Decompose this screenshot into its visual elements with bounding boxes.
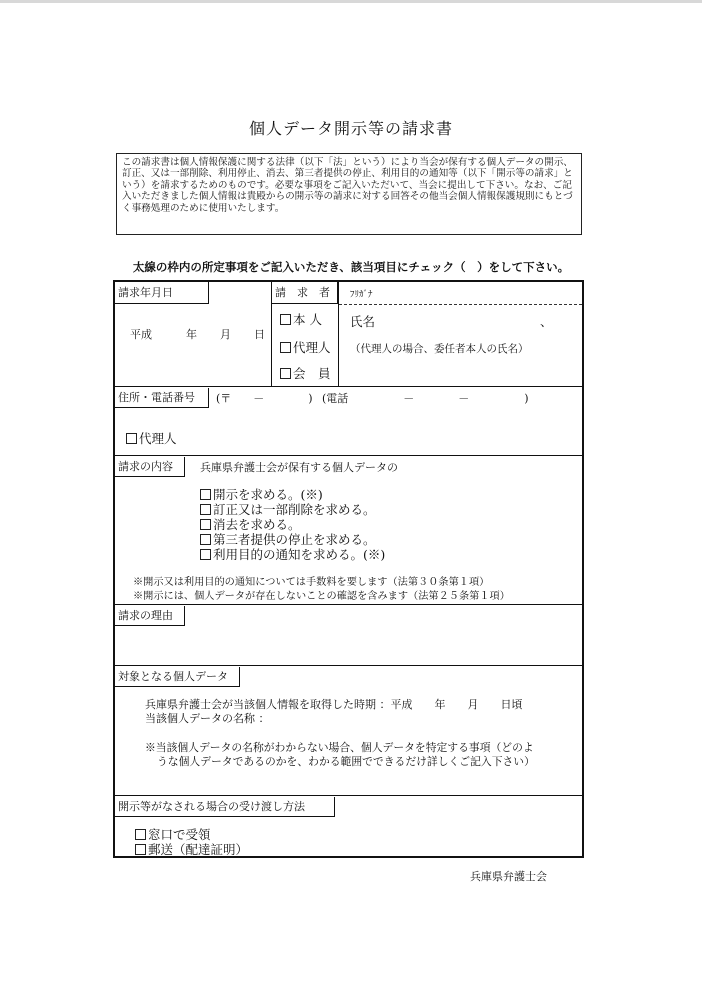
- request-date-month: 月: [220, 328, 231, 341]
- checkbox-icon: [200, 504, 211, 515]
- checkbox-icon: [135, 829, 146, 840]
- name-mark: 、: [540, 314, 553, 329]
- scan-edge: [0, 0, 702, 3]
- notice-box: この請求書は個人情報保護に関する法律（以下「法」という）により当会が保有する個人データの開示、訂正、又は一部削除、利用停止、消去、第三者提供の停止、利用目的の通知等（以下「開示等の請求」という）を請求するためのものです。必要な事項をご記入いただいて、当会に提出して下さい。なお、ご記入いただきました個人情報は貴殿からの開示等の請求に対する回答その他当会個人情報保護規則にもとづく事務処理のために使用いたします。: [116, 153, 582, 235]
- address-label: 住所・電話番号: [115, 388, 209, 408]
- requester-option-member[interactable]: 会 員: [280, 366, 331, 381]
- name-label: 氏名: [350, 314, 376, 329]
- request-date-input[interactable]: [160, 322, 280, 344]
- furigana-input[interactable]: [380, 284, 575, 302]
- delivery-option-counter[interactable]: 窓口で受領: [135, 827, 211, 842]
- reason-input[interactable]: [190, 610, 575, 660]
- phone-field[interactable]: (電話 － － ): [322, 392, 529, 405]
- target-acquired-date[interactable]: 兵庫県弁護士会が当該個人情報を取得した時期 ：平成 年 月 日頃: [145, 698, 523, 711]
- content-option-disclose[interactable]: 開示を求める。(※): [200, 487, 323, 502]
- address-input[interactable]: [120, 410, 575, 430]
- content-option-erase[interactable]: 消去を求める。: [200, 517, 301, 532]
- request-date-era: 平成: [130, 328, 152, 341]
- content-note-fee: ※開示又は利用目的の通知については手数料を要します（法第３０条第１項）: [133, 577, 490, 588]
- address-proxy-option[interactable]: 代理人: [126, 431, 177, 446]
- divider-address: [115, 386, 582, 387]
- request-date-label: 請求年月日: [115, 282, 209, 304]
- divider-target: [115, 665, 582, 666]
- delivery-label: 開示等がなされる場合の受け渡し方法: [115, 797, 335, 817]
- content-option-correct[interactable]: 訂正又は一部削除を求める。: [200, 502, 376, 517]
- content-lead: 兵庫県弁護士会が保有する個人データの: [200, 461, 398, 474]
- target-note-line1: ※当該個人データの名称がわからない場合、個人データを特定する事項（どのよ: [145, 741, 534, 754]
- content-note-existence: ※開示には、個人データが存在しないことの確認を含みます（法第２５条第１項）: [133, 591, 510, 602]
- checkbox-icon: [200, 519, 211, 530]
- name-input[interactable]: [380, 312, 530, 330]
- checkbox-icon: [200, 489, 211, 500]
- request-date-day: 日: [254, 328, 265, 341]
- checkbox-icon: [126, 433, 137, 444]
- form-frame: [113, 280, 584, 858]
- divider-content: [115, 455, 582, 456]
- delivery-option-mail[interactable]: 郵送（配達証明）: [135, 842, 248, 857]
- furigana-dashed-line: [339, 304, 582, 305]
- checkbox-icon: [280, 342, 291, 353]
- divider-requester-name: [338, 282, 339, 386]
- postal-code-field[interactable]: (〒 － ): [216, 392, 313, 405]
- target-data-name[interactable]: 当該個人データの名称 ：: [145, 712, 270, 725]
- form-title: 個人データ開示等の請求書: [248, 119, 453, 138]
- target-label: 対象となる個人データ: [115, 667, 240, 687]
- checkbox-icon: [280, 314, 291, 325]
- checkbox-icon: [200, 534, 211, 545]
- instruction-text: 太線の枠内の所定事項をご記入いただき、該当項目にチェック（ ）をして下さい。: [132, 260, 570, 274]
- reason-label: 請求の理由: [115, 606, 185, 626]
- furigana-label: ﾌﾘｶﾞﾅ: [350, 290, 373, 300]
- name-note: （代理人の場合、委任者本人の氏名）: [350, 343, 529, 355]
- checkbox-icon: [135, 844, 146, 855]
- content-option-stop-third-party[interactable]: 第三者提供の停止を求める。: [200, 532, 376, 547]
- checkbox-icon: [200, 549, 211, 560]
- content-option-purpose-notice[interactable]: 利用目的の通知を求める。(※): [200, 547, 385, 562]
- divider-reason: [115, 604, 582, 605]
- requester-label: 請 求 者: [272, 282, 338, 304]
- footer-organization: 兵庫県弁護士会: [470, 870, 547, 883]
- requester-option-agent[interactable]: 代理人: [280, 340, 331, 355]
- divider-delivery: [115, 795, 582, 796]
- content-label: 請求の内容: [115, 457, 185, 477]
- target-note-line2: うな個人データであるのかを、わかる範囲でできるだけ詳しくご記入下さい）: [157, 755, 535, 768]
- checkbox-icon: [280, 368, 291, 379]
- request-date-year: 年: [186, 328, 197, 341]
- requester-option-self[interactable]: 本 人: [280, 312, 322, 327]
